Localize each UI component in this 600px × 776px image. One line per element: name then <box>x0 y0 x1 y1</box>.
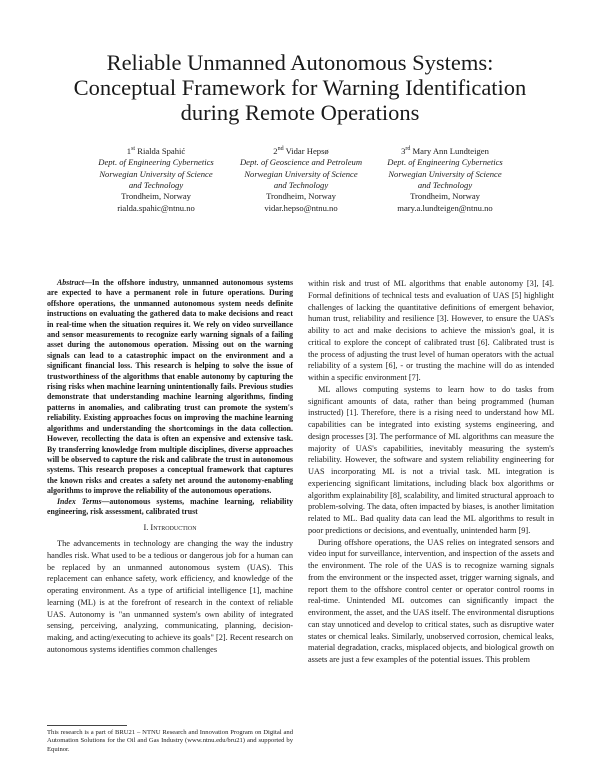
author-city: Trondheim, Norway <box>121 191 191 202</box>
title-line: during Remote Operations <box>180 100 420 125</box>
paper-title <box>40 50 560 125</box>
title-line: Reliable Unmanned Autonomous Systems: <box>106 50 494 75</box>
author-name: 3rd Mary Ann Lundteigen <box>401 145 489 156</box>
author-name: 2nd Vidar Hepsø <box>273 145 329 156</box>
body-paragraph: within risk and trust of ML algorithms that enable autonomy [3], [4]. Formal definitions of technical tests and evaluation of UAS [5] highlight challenges of lacking the quantitative definitions of emergent behavior, human trust, reliability and resilience [3]. However, to ensure the UAS's ability to act and make decisions to achieve the mission's goal, it is critical to explore the concept of calibrated trust [6]. Calibrated trust is the process of adjusting the trust level of human operators with the actual reliability of a system [6], - or trusting the machine will do as intended within a specific environment [7]. <box>308 279 554 382</box>
author-univ: and Technology <box>128 180 184 191</box>
author-univ: Norwegian University of Science <box>244 168 358 179</box>
author-univ: and Technology <box>273 180 329 191</box>
author-dept: Dept. of Engineering Cybernetics <box>98 157 214 168</box>
author-univ: and Technology <box>417 180 473 191</box>
right-column <box>308 278 554 666</box>
body-paragraph: ML allows computing systems to learn how to do tasks from significant amounts of data, rather than being programmed (human instructed) [1]. Therefore, there is a rising need to understand how ML capabilities can be integrated into existing systems engineering, and design processes [3]. The performance of ML algorithms can measure the majority of UAS's capabilities, inevitably measuring the system's reliability. However, the software and system reliability engineering for UAS incorporating ML is not a trivial task. ML integration is experiencing significant limitations, including black box algorithms or algorithm explainability [8], scalability, and limited structural approach to problem-solving. The data, often impacted by biases, is another limitation related to ML. Bad quality data can lead the ML algorithms to result in poor predictions or decisions, and eventually, unintended harm [9]. <box>308 384 554 535</box>
index-terms-text: —autonomous systems, machine learning, reliability engineering, risk assessment, calibrated trust <box>47 496 293 516</box>
intro-paragraph: The advancements in technology are changing the way the industry handles risk. What used to be a tedious or dangerous job for a human can be replaced by an unmanned autonomous system (UAS). This replacement can enhance safety, work efficiency, and knowledge of the operating environment. As a type of artificial intelligence [1], machine learning (ML) is at the forefront of research in the context of reliable UAS. Autonomy is "an unmanned system's own ability of integrated sensing, perceiving, analyzing, communicating, planning, decision-making, and acting/executing to achieve its goals" [2]. Recent research on autonomous systems identifies common challenges <box>47 539 293 654</box>
abstract-text: —In the offshore industry, unmanned autonomous systems are expected to have a permanent role in future operations. During offshore operations, the unmanned autonomous system needs definite instructions on evaluating the gathered data to make decisions and react in real-time when the situation requires it. We rely on video surveillance and sensor measurements to recognize early warning signals of a failing asset during the autonomous operation. Missing out on the warning signals can lead to a catastrophic impact on the environment and a significant financial loss. This research is helping to solve the issue of trustworthiness of the algorithms that enable autonomy by capturing the rising risks when machine learning unintentionally fails. Previous studies demonstrate that understanding machine learning algorithms, finding patterns in anomalies, and calibrating trust can promote the system's reliability. Existing approaches focus on improving the machine learning algorithms and understanding the shortcomings in the data collection. However, recollecting the data is often an expensive and extensive task. By transferring knowledge from multiple disciplines, diverse approaches will be observed to capture the risk and calibrate the trust in autonomous systems. This research proposes a conceptual framework that captures the known risks and creates a safety net around the autonomy-enabling algorithms to improve the reliability of the autonomous operations. <box>47 278 293 496</box>
author-univ: Norwegian University of Science <box>388 168 502 179</box>
author-city: Trondheim, Norway <box>266 191 336 202</box>
author-dept: Dept. of Geoscience and Petroleum <box>239 157 363 168</box>
author-email[interactable]: vidar.hepso@ntnu.no <box>264 202 338 213</box>
author-block-3 <box>355 144 535 214</box>
author-email[interactable]: mary.a.lundteigen@ntnu.no <box>397 202 493 213</box>
index-terms-label: Index Terms <box>57 496 102 506</box>
index-terms <box>47 497 293 518</box>
footnote-text: This research is a part of BRU21 – NTNU Research and Innovation Program on Digital and Automation Solutions for the Oil and Gas Industry (www.ntnu.edu/bru21) and supported by Equinor. <box>47 729 293 753</box>
author-email[interactable]: rialda.spahic@ntnu.no <box>117 202 195 213</box>
author-city: Trondheim, Norway <box>410 191 480 202</box>
abstract-label: Abstract <box>57 278 85 287</box>
left-column <box>47 278 293 656</box>
author-dept: Dept. of Engineering Cybernetics <box>387 157 503 168</box>
section-heading: I. Introduction <box>143 523 197 533</box>
title-line: Conceptual Framework for Warning Identification <box>73 75 527 100</box>
author-univ: Norwegian University of Science <box>99 168 213 179</box>
footnote <box>47 729 293 754</box>
footnote-rule <box>47 725 127 726</box>
abstract <box>47 278 293 497</box>
body-paragraph: During offshore operations, the UAS relies on integrated sensors and video input for surveillance, intervention, and inspection of the assets and the environment. The role of the UAS is to recognize warning signals from the environment or the inspected asset, trigger warning signals, and report them to the offshore control center or operator control rooms in real-time. Unintended ML outcomes can significantly impact the environment, the asset, and the UAS itself. The environmental disruptions can stay unnoticed and develop to critical states, such as disruptive water states or chemical leaks. Similarly, unobserved corrosion, chemical leaks, material degradation, cracks, misplaced objects, and biological growth on assets are just a few examples of the potential issues. This problem <box>308 537 554 664</box>
author-name: 1st Rialda Spahić <box>126 145 186 156</box>
